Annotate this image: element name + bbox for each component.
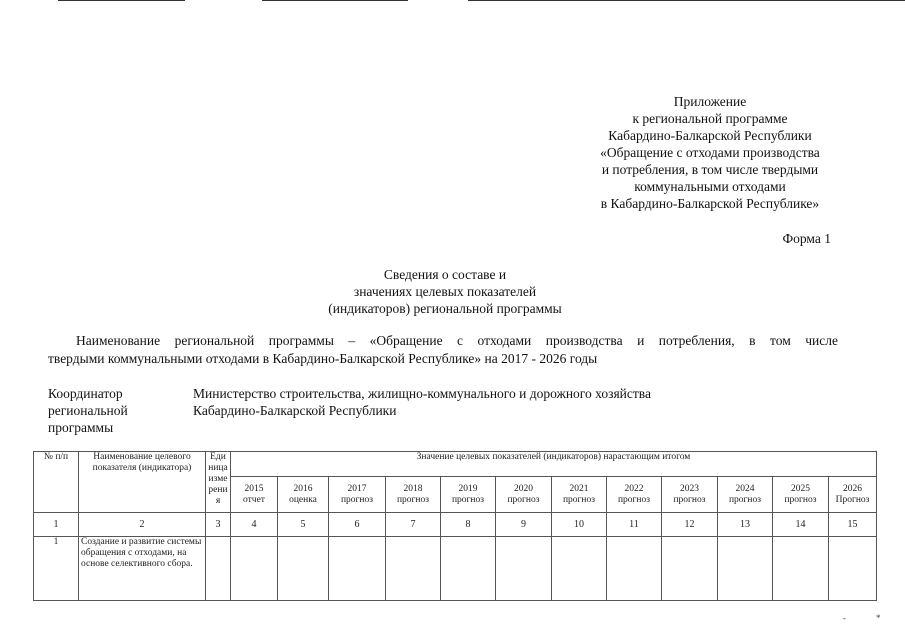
column-number-cell: 13 — [718, 513, 773, 537]
margin-mark: * — [876, 613, 881, 623]
row-number-cell: 1 — [34, 537, 79, 601]
year-label: 2024 — [735, 483, 755, 494]
appendix-line: к региональной программе — [632, 111, 788, 126]
appendix-line: и потребления, в том числе твердыми — [601, 162, 819, 177]
row-value-cell — [662, 537, 718, 601]
coordinator-value-line: Министерство строительства, жилищно-коммунального и дорожного хозяйства — [193, 386, 651, 401]
year-label: 2025 — [791, 483, 810, 494]
column-number-cell: 11 — [607, 513, 662, 537]
year-header-cell — [718, 477, 773, 513]
row-value-cell — [496, 537, 552, 601]
column-number-cell: 1 — [34, 513, 79, 537]
column-number-cell: 14 — [773, 513, 829, 537]
year-label: 2021 — [569, 483, 589, 494]
column-number-cell: 3 — [206, 513, 231, 537]
top-rule-middle — [262, 0, 408, 1]
row-value-cell — [441, 537, 496, 601]
year-label: 2022 — [624, 483, 644, 494]
header-unit — [206, 452, 231, 513]
column-number-cell: 8 — [441, 513, 496, 537]
title-line: значениях целевых показателей — [353, 284, 537, 299]
row-value-cell — [278, 537, 329, 601]
appendix-line: «Обращение с отходами производства — [600, 145, 820, 160]
appendix-line: коммунальными отходами — [634, 179, 786, 194]
column-number-cell: 7 — [386, 513, 441, 537]
indicators-table — [33, 451, 877, 601]
header-indicator-name: Наименование целевого показателя (индикатора) — [79, 452, 206, 513]
year-header-cell — [278, 477, 329, 513]
year-kind-label: прогноз — [396, 494, 430, 505]
year-kind-label: прогноз — [451, 494, 485, 505]
year-label: 2026 — [843, 483, 862, 494]
column-number-cell: 15 — [829, 513, 877, 537]
row-indicator-name-cell: Создание и развитие системы обращения с отходами, на основе селективного сбора. — [79, 537, 206, 601]
title-line: (индикаторов) региональной программы — [328, 301, 562, 316]
year-header-cell — [496, 477, 552, 513]
program-name-line: Наименование региональной программы – «Обращение с отходами производства и потребления, в том числе — [76, 333, 838, 348]
table-row — [34, 537, 877, 601]
appendix-block — [560, 93, 860, 212]
header-no: № п/п — [34, 452, 79, 513]
title-line: Сведения о составе и — [383, 267, 507, 282]
year-kind-label: прогноз — [340, 494, 374, 505]
year-header-cell — [662, 477, 718, 513]
coordinator-label-line: региональной — [48, 403, 128, 418]
column-number-cell: 5 — [278, 513, 329, 537]
appendix-line: Приложение — [673, 94, 747, 109]
appendix-line: в Кабардино-Балкарской Республике» — [600, 196, 820, 211]
row-value-cell — [718, 537, 773, 601]
header-unit-line: Еди — [210, 452, 226, 462]
year-kind-label: оценка — [289, 494, 317, 505]
row-value-cell — [329, 537, 386, 601]
column-number-cell: 6 — [329, 513, 386, 537]
column-number-cell: 2 — [79, 513, 206, 537]
coordinator-label-line: программы — [48, 420, 114, 435]
year-kind-label: прогноз — [562, 494, 596, 505]
row-value-cell — [829, 537, 877, 601]
year-kind-label: прогноз — [728, 494, 762, 505]
program-name-line: твердыми коммунальными отходами в Кабардино-Балкарской Республике» на 2017 - 2026 годы — [48, 351, 598, 366]
coordinator-value-line: Кабардино-Балкарской Республики — [193, 403, 397, 418]
year-header-cell — [552, 477, 607, 513]
coordinator-value — [193, 385, 833, 419]
year-label: 2018 — [403, 483, 423, 494]
row-value-cell — [231, 537, 278, 601]
header-unit-line: я — [215, 496, 221, 506]
header-unit-line: рени — [208, 485, 228, 495]
year-label: 2020 — [514, 483, 533, 494]
year-label: 2017 — [347, 483, 367, 494]
column-number-cell: 9 — [496, 513, 552, 537]
coordinator-label — [48, 385, 178, 436]
row-value-cell — [386, 537, 441, 601]
row-unit-cell — [206, 537, 231, 601]
year-header-cell — [329, 477, 386, 513]
year-header-cell — [607, 477, 662, 513]
row-value-cell — [607, 537, 662, 601]
year-kind-label: прогноз — [673, 494, 706, 505]
year-header-cell — [231, 477, 278, 513]
margin-mark: - — [843, 613, 846, 623]
year-label: 2015 — [244, 483, 264, 494]
program-name-paragraph — [48, 332, 838, 368]
year-kind-label: отчет — [243, 494, 265, 505]
form-label: Форма 1 — [782, 231, 831, 246]
row-value-cell — [552, 537, 607, 601]
year-kind-label: Прогноз — [835, 494, 870, 505]
year-header-cell — [829, 477, 877, 513]
year-header-cell — [773, 477, 829, 513]
row-value-cell — [773, 537, 829, 601]
year-kind-label: прогноз — [507, 494, 540, 505]
year-label: 2023 — [680, 483, 699, 494]
year-header-cell — [441, 477, 496, 513]
year-label: 2019 — [458, 483, 478, 494]
column-number-cell: 10 — [552, 513, 607, 537]
year-label: 2016 — [293, 483, 313, 494]
top-rule-left — [58, 0, 185, 1]
header-unit-line: изме — [208, 474, 228, 484]
year-header-cell — [386, 477, 441, 513]
coordinator-label-line: Координатор — [48, 386, 123, 401]
appendix-line: Кабардино-Балкарской Республики — [608, 128, 812, 143]
top-rule-right — [468, 0, 905, 1]
column-number-cell: 4 — [231, 513, 278, 537]
year-kind-label: прогноз — [784, 494, 817, 505]
document-title — [200, 266, 690, 317]
header-values: Значение целевых показателей (индикаторов) нарастающим итогом — [231, 452, 877, 477]
header-unit-line: ница — [208, 463, 228, 473]
column-number-cell: 12 — [662, 513, 718, 537]
column-number-row — [34, 513, 877, 537]
year-kind-label: прогноз — [617, 494, 651, 505]
